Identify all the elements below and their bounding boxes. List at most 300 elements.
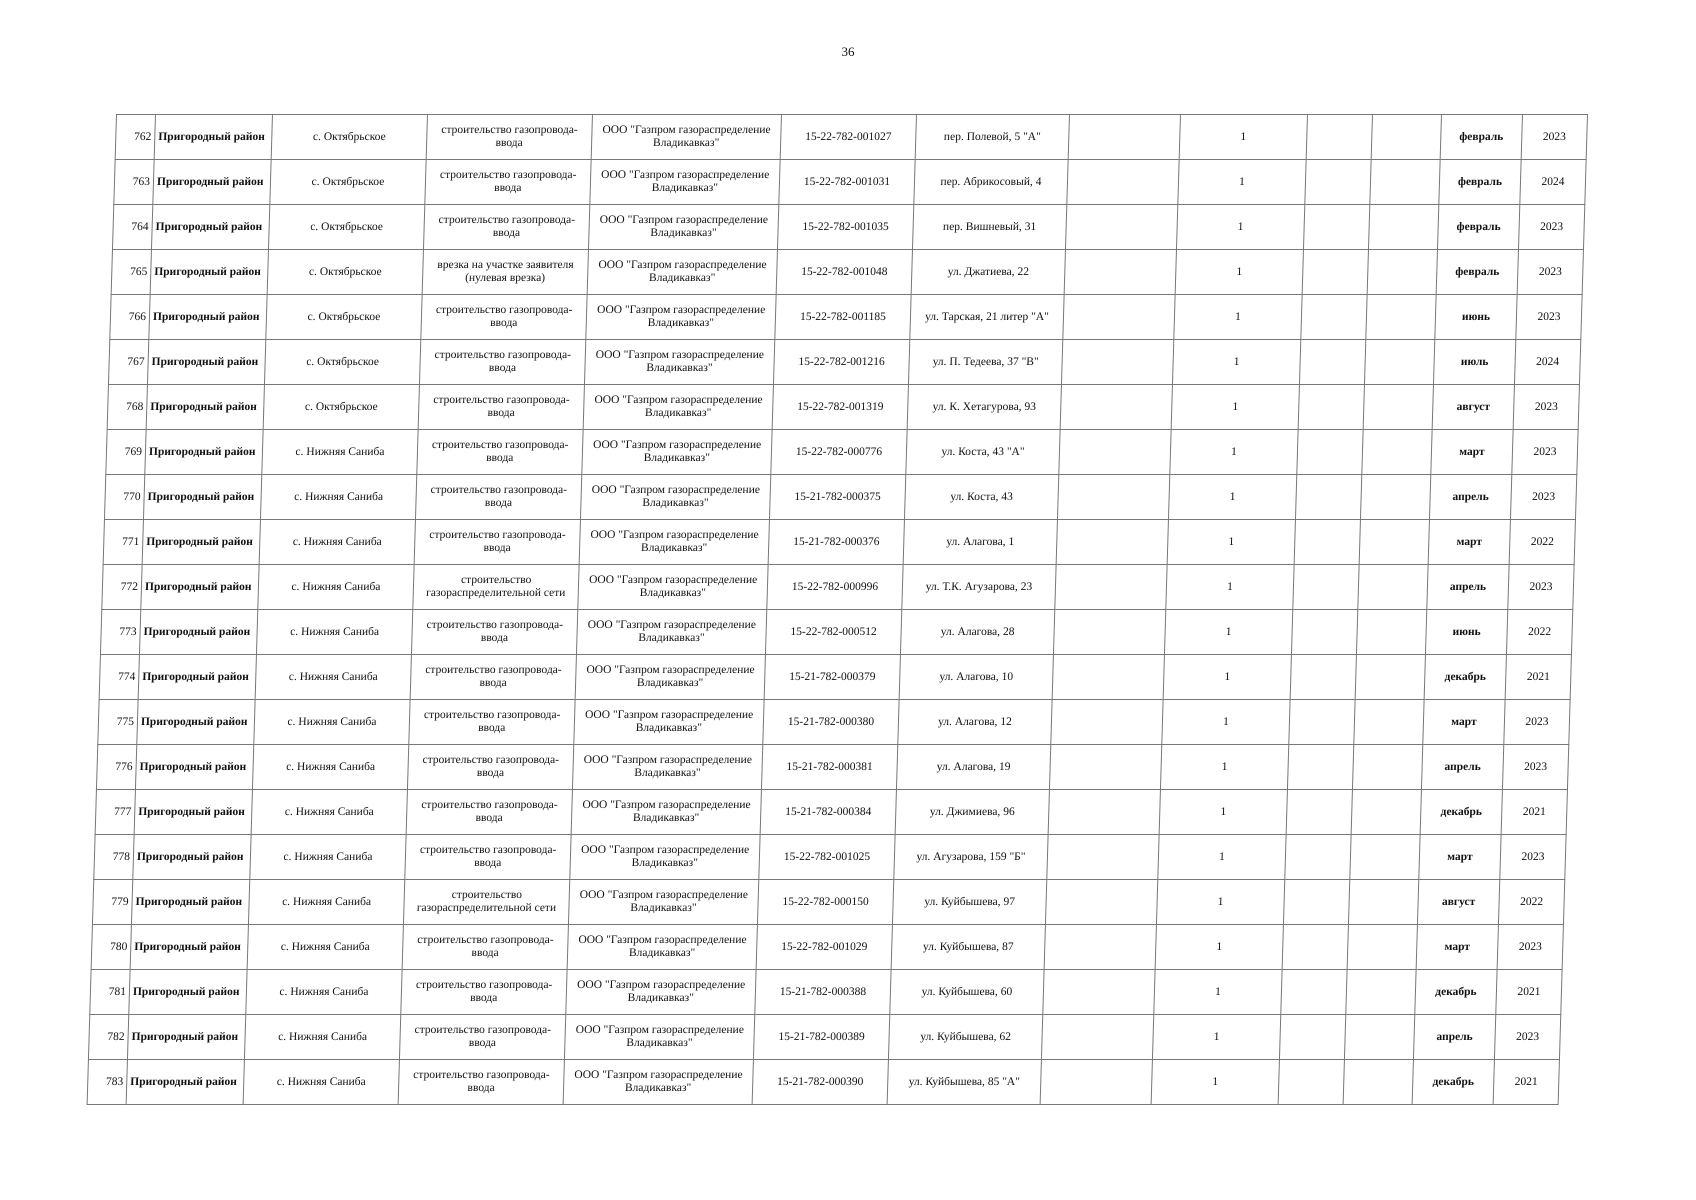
application-code-cell: 15-22-782-001319 <box>772 385 908 430</box>
empty-cell <box>1064 250 1176 295</box>
settlement-cell: с. Нижняя Саниба <box>248 880 404 925</box>
quantity-cell: 1 <box>1175 250 1303 295</box>
work-type-cell: строительство газопровода-ввода <box>410 655 576 700</box>
empty-cell <box>1041 1015 1153 1060</box>
address-cell: ул. Алагова, 1 <box>903 520 1057 565</box>
work-type-cell: строительство газопровода-ввода <box>407 745 573 790</box>
year-cell: 2023 <box>1508 565 1574 610</box>
table-row <box>92 880 1564 925</box>
year-cell: 2023 <box>1502 745 1568 790</box>
organization-cell: ООО "Газпром газораспределение Владикавказ" <box>591 115 781 160</box>
empty-cell <box>1063 295 1175 340</box>
work-type-cell: строительство газопровода-ввода <box>406 790 572 835</box>
district-cell: Пригородный район <box>127 1015 245 1060</box>
table-body <box>87 115 1587 1105</box>
organization-cell: ООО "Газпром газораспределение Владикавказ" <box>588 205 778 250</box>
empty-cell <box>1289 700 1355 745</box>
address-cell: ул. Алагова, 10 <box>899 655 1053 700</box>
quantity-cell: 1 <box>1174 295 1302 340</box>
quantity-cell: 1 <box>1160 745 1288 790</box>
settlement-cell: с. Нижняя Саниба <box>262 430 418 475</box>
year-cell: 2022 <box>1509 520 1575 565</box>
empty-cell <box>1287 745 1353 790</box>
settlement-cell: с. Нижняя Саниба <box>244 1015 400 1060</box>
work-type-cell: строительство газопровода-ввода <box>415 475 581 520</box>
month-cell: февраль <box>1436 250 1518 295</box>
year-cell: 2024 <box>1514 340 1580 385</box>
application-code-cell: 15-22-782-000776 <box>771 430 907 475</box>
empty-cell <box>1068 115 1180 160</box>
table-row <box>112 205 1584 250</box>
district-cell: Пригородный район <box>137 700 255 745</box>
work-type-cell: строительство газопровода-ввода <box>419 340 585 385</box>
settlement-cell: с. Октябрьское <box>270 160 426 205</box>
organization-cell: ООО "Газпром газораспределение Владикавказ" <box>583 385 773 430</box>
work-type-cell: строительство газопровода-ввода <box>425 160 591 205</box>
organization-cell: ООО "Газпром газораспределение Владикавказ" <box>566 970 756 1015</box>
table-row <box>103 520 1575 565</box>
table-row <box>115 115 1587 160</box>
organization-cell: ООО "Газпром газораспределение Владикавказ" <box>574 700 764 745</box>
work-type-cell: строительство газопровода-ввода <box>401 970 567 1015</box>
work-type-cell: строительство газопровода-ввода <box>421 295 587 340</box>
organization-cell: ООО "Газпром газораспределение Владикавказ" <box>580 475 770 520</box>
empty-cell <box>1347 925 1417 970</box>
application-code-cell: 15-21-782-000381 <box>761 745 897 790</box>
application-code-cell: 15-22-782-001035 <box>777 205 913 250</box>
application-code-cell: 15-21-782-000379 <box>764 655 900 700</box>
row-number: 781 <box>90 970 130 1015</box>
table-row <box>99 655 1571 700</box>
year-cell: 2021 <box>1493 1060 1559 1105</box>
quantity-cell: 1 <box>1159 790 1287 835</box>
address-cell: ул. Коста, 43 "А" <box>906 430 1060 475</box>
settlement-cell: с. Нижняя Саниба <box>246 970 402 1015</box>
empty-cell <box>1355 655 1425 700</box>
year-cell: 2021 <box>1505 655 1571 700</box>
empty-cell <box>1363 385 1433 430</box>
year-cell: 2023 <box>1512 430 1578 475</box>
empty-cell <box>1282 925 1348 970</box>
year-cell: 2023 <box>1513 385 1579 430</box>
month-cell: август <box>1417 880 1499 925</box>
year-cell: 2023 <box>1518 205 1584 250</box>
work-type-cell: строительство газораспределительной сети <box>413 565 579 610</box>
table-row <box>95 790 1567 835</box>
year-cell: 2022 <box>1498 880 1564 925</box>
application-code-cell: 15-22-782-000996 <box>767 565 903 610</box>
address-cell: ул. Куйбышева, 60 <box>890 970 1044 1015</box>
quantity-cell: 1 <box>1162 700 1290 745</box>
year-cell: 2023 <box>1497 925 1563 970</box>
empty-cell <box>1368 205 1438 250</box>
settlement-cell: с. Нижняя Саниба <box>243 1060 399 1105</box>
district-cell: Пригородный район <box>133 835 251 880</box>
empty-cell <box>1354 700 1424 745</box>
month-cell: декабрь <box>1420 790 1502 835</box>
district-cell: Пригородный район <box>147 340 265 385</box>
empty-cell <box>1306 115 1372 160</box>
table-row <box>108 340 1580 385</box>
empty-cell <box>1364 340 1434 385</box>
month-cell: июнь <box>1425 610 1507 655</box>
empty-cell <box>1362 430 1432 475</box>
empty-cell <box>1051 700 1163 745</box>
year-cell: 2024 <box>1520 160 1586 205</box>
work-type-cell: строительство газопровода-ввода <box>423 205 589 250</box>
table-row <box>102 565 1574 610</box>
empty-cell <box>1366 295 1436 340</box>
address-cell: ул. Куйбышева, 62 <box>888 1015 1042 1060</box>
organization-cell: ООО "Газпром газораспределение Владикавказ" <box>563 1060 753 1105</box>
row-number: 774 <box>99 655 139 700</box>
district-cell: Пригородный район <box>151 205 269 250</box>
row-number: 780 <box>91 925 131 970</box>
month-cell: апрель <box>1421 745 1503 790</box>
empty-cell <box>1295 475 1361 520</box>
row-number: 769 <box>106 430 146 475</box>
district-cell: Пригородный район <box>146 385 264 430</box>
month-cell: июнь <box>1435 295 1517 340</box>
table-row <box>94 835 1566 880</box>
quantity-cell: 1 <box>1155 925 1283 970</box>
organization-cell: ООО "Газпром газораспределение Владикавказ" <box>587 250 777 295</box>
application-code-cell: 15-21-782-000384 <box>760 790 896 835</box>
empty-cell <box>1040 1060 1152 1105</box>
table-row <box>96 745 1568 790</box>
address-cell: пер. Абрикосовый, 4 <box>914 160 1068 205</box>
empty-cell <box>1047 835 1159 880</box>
month-cell: июль <box>1433 340 1515 385</box>
empty-cell <box>1061 340 1173 385</box>
row-number: 767 <box>108 340 148 385</box>
empty-cell <box>1303 205 1369 250</box>
district-cell: Пригородный район <box>145 430 263 475</box>
application-code-cell: 15-21-782-000380 <box>763 700 899 745</box>
empty-cell <box>1291 610 1357 655</box>
empty-cell <box>1060 385 1172 430</box>
settlement-cell: с. Нижняя Саниба <box>251 790 407 835</box>
application-code-cell: 15-22-782-000150 <box>757 880 893 925</box>
month-cell: март <box>1431 430 1513 475</box>
quantity-cell: 1 <box>1167 520 1295 565</box>
application-code-cell: 15-22-782-001216 <box>773 340 909 385</box>
organization-cell: ООО "Газпром газораспределение Владикавказ" <box>576 610 766 655</box>
address-cell: ул. Куйбышева, 97 <box>892 880 1046 925</box>
settlement-cell: с. Нижняя Саниба <box>256 610 412 655</box>
settlement-cell: с. Нижняя Саниба <box>250 835 406 880</box>
table-row <box>91 925 1563 970</box>
application-code-cell: 15-22-782-001031 <box>779 160 915 205</box>
address-cell: ул. П. Тедеева, 37 "В" <box>908 340 1062 385</box>
settlement-cell: с. Октябрьское <box>271 115 427 160</box>
settlement-cell: с. Октябрьское <box>267 250 423 295</box>
application-code-cell: 15-22-782-000512 <box>765 610 901 655</box>
work-type-cell: строительство газопровода-ввода <box>398 1060 564 1105</box>
table-row <box>104 475 1576 520</box>
work-type-cell: врезка на участке заявителя (нулевая врезка) <box>422 250 588 295</box>
row-number: 779 <box>92 880 132 925</box>
application-code-cell: 15-21-782-000389 <box>753 1015 889 1060</box>
empty-cell <box>1350 835 1420 880</box>
work-type-cell: строительство газопровода-ввода <box>417 430 583 475</box>
row-number: 778 <box>94 835 134 880</box>
row-number: 766 <box>110 295 150 340</box>
address-cell: ул. Куйбышева, 87 <box>891 925 1045 970</box>
district-cell: Пригородный район <box>149 295 267 340</box>
district-cell: Пригородный район <box>142 520 260 565</box>
row-number: 776 <box>96 745 136 790</box>
district-cell: Пригородный район <box>150 250 268 295</box>
table-row <box>106 430 1578 475</box>
empty-cell <box>1367 250 1437 295</box>
page-number: 36 <box>841 44 855 59</box>
year-cell: 2021 <box>1501 790 1567 835</box>
month-cell: февраль <box>1439 160 1521 205</box>
table-row <box>111 250 1583 295</box>
address-cell: ул. Куйбышева, 85 "А" <box>887 1060 1041 1105</box>
table-row <box>98 700 1570 745</box>
settlement-cell: с. Нижняя Саниба <box>259 520 415 565</box>
year-cell: 2023 <box>1510 475 1576 520</box>
month-cell: февраль <box>1437 205 1519 250</box>
month-cell: декабрь <box>1424 655 1506 700</box>
organization-cell: ООО "Газпром газораспределение Владикавказ" <box>575 655 765 700</box>
address-cell: пер. Полевой, 5 "А" <box>915 115 1069 160</box>
table-row <box>110 295 1582 340</box>
district-cell: Пригородный район <box>141 565 259 610</box>
quantity-cell: 1 <box>1163 655 1291 700</box>
empty-cell <box>1344 1015 1414 1060</box>
address-cell: ул. К. Хетагурова, 93 <box>907 385 1061 430</box>
empty-cell <box>1045 880 1157 925</box>
empty-cell <box>1290 655 1356 700</box>
organization-cell: ООО "Газпром газораспределение Владикавказ" <box>579 520 769 565</box>
table-row <box>114 160 1586 205</box>
quantity-cell: 1 <box>1171 385 1299 430</box>
row-number: 782 <box>88 1015 128 1060</box>
empty-cell <box>1301 295 1367 340</box>
organization-cell: ООО "Газпром газораспределение Владикавказ" <box>584 340 774 385</box>
organization-cell: ООО "Газпром газораспределение Владикавказ" <box>590 160 780 205</box>
row-number: 762 <box>115 115 155 160</box>
empty-cell <box>1302 250 1368 295</box>
empty-cell <box>1299 340 1365 385</box>
district-cell: Пригородный район <box>135 745 253 790</box>
row-number: 775 <box>98 700 138 745</box>
address-cell: ул. Агузарова, 159 "Б" <box>894 835 1048 880</box>
settlement-cell: с. Нижняя Саниба <box>258 565 414 610</box>
empty-cell <box>1346 970 1416 1015</box>
application-code-cell: 15-22-782-001029 <box>756 925 892 970</box>
empty-cell <box>1056 520 1168 565</box>
application-code-cell: 15-22-782-001025 <box>759 835 895 880</box>
row-number: 763 <box>114 160 154 205</box>
table-row <box>107 385 1579 430</box>
address-cell: ул. Алагова, 28 <box>900 610 1054 655</box>
district-cell: Пригородный район <box>138 655 256 700</box>
empty-cell <box>1052 655 1164 700</box>
organization-cell: ООО "Газпром газораспределение Владикавказ" <box>582 430 772 475</box>
year-cell: 2023 <box>1521 115 1587 160</box>
year-cell: 2022 <box>1506 610 1572 655</box>
work-type-cell: строительство газораспределительной сети <box>403 880 569 925</box>
work-type-cell: строительство газопровода-ввода <box>409 700 575 745</box>
row-number: 768 <box>107 385 147 430</box>
district-cell: Пригородный район <box>139 610 257 655</box>
month-cell: апрель <box>1427 565 1509 610</box>
month-cell: март <box>1416 925 1498 970</box>
empty-cell <box>1298 385 1364 430</box>
empty-cell <box>1048 790 1160 835</box>
empty-cell <box>1055 565 1167 610</box>
empty-cell <box>1044 925 1156 970</box>
settlement-cell: с. Октябрьское <box>264 340 420 385</box>
district-cell: Пригородный район <box>143 475 261 520</box>
table-row <box>100 610 1572 655</box>
organization-cell: ООО "Газпром газораспределение Владикавказ" <box>586 295 776 340</box>
district-cell: Пригородный район <box>154 115 272 160</box>
empty-cell <box>1343 1060 1413 1105</box>
empty-cell <box>1293 565 1359 610</box>
work-type-cell: строительство газопровода-ввода <box>402 925 568 970</box>
address-cell: ул. Джимиева, 96 <box>895 790 1049 835</box>
month-cell: апрель <box>1413 1015 1495 1060</box>
district-cell: Пригородный район <box>131 880 249 925</box>
year-cell: 2023 <box>1494 1015 1560 1060</box>
quantity-cell: 1 <box>1178 160 1306 205</box>
gas-connection-table <box>87 114 1588 1105</box>
table-row <box>90 970 1562 1015</box>
month-cell: апрель <box>1429 475 1511 520</box>
month-cell: август <box>1432 385 1514 430</box>
address-cell: ул. Коста, 43 <box>904 475 1058 520</box>
month-cell: март <box>1423 700 1505 745</box>
empty-cell <box>1351 790 1421 835</box>
work-type-cell: строительство газопровода-ввода <box>414 520 580 565</box>
empty-cell <box>1065 205 1177 250</box>
empty-cell <box>1278 1060 1344 1105</box>
application-code-cell: 15-21-782-000376 <box>768 520 904 565</box>
application-code-cell: 15-22-782-001027 <box>780 115 916 160</box>
work-type-cell: строительство газопровода-ввода <box>405 835 571 880</box>
district-cell: Пригородный район <box>129 970 247 1015</box>
address-cell: ул. Алагова, 12 <box>898 700 1052 745</box>
quantity-cell: 1 <box>1179 115 1307 160</box>
empty-cell <box>1360 475 1430 520</box>
empty-cell <box>1053 610 1165 655</box>
row-number: 773 <box>100 610 140 655</box>
row-number: 783 <box>87 1060 127 1105</box>
work-type-cell: строительство газопровода-ввода <box>426 115 592 160</box>
month-cell: март <box>1419 835 1501 880</box>
month-cell: март <box>1428 520 1510 565</box>
empty-cell <box>1294 520 1360 565</box>
quantity-cell: 1 <box>1152 1015 1280 1060</box>
district-cell: Пригородный район <box>126 1060 244 1105</box>
organization-cell: ООО "Газпром газораспределение Владикавказ" <box>564 1015 754 1060</box>
row-number: 771 <box>103 520 143 565</box>
district-cell: Пригородный район <box>130 925 248 970</box>
application-code-cell: 15-21-782-000388 <box>755 970 891 1015</box>
empty-cell <box>1285 835 1351 880</box>
empty-cell <box>1352 745 1422 790</box>
quantity-cell: 1 <box>1151 1060 1279 1105</box>
month-cell: декабрь <box>1415 970 1497 1015</box>
application-code-cell: 15-21-782-000375 <box>769 475 905 520</box>
quantity-cell: 1 <box>1168 475 1296 520</box>
year-cell: 2021 <box>1496 970 1562 1015</box>
quantity-cell: 1 <box>1158 835 1286 880</box>
application-code-cell: 15-22-782-001048 <box>776 250 912 295</box>
month-cell: декабрь <box>1412 1060 1494 1105</box>
work-type-cell: строительство газопровода-ввода <box>418 385 584 430</box>
quantity-cell: 1 <box>1166 565 1294 610</box>
empty-cell <box>1279 1015 1345 1060</box>
empty-cell <box>1049 745 1161 790</box>
address-cell: ул. Джатиева, 22 <box>911 250 1065 295</box>
month-cell: февраль <box>1440 115 1522 160</box>
row-number: 765 <box>111 250 151 295</box>
row-number: 777 <box>95 790 135 835</box>
settlement-cell: с. Октябрьское <box>266 295 422 340</box>
settlement-cell: с. Нижняя Саниба <box>255 655 411 700</box>
empty-cell <box>1043 970 1155 1015</box>
empty-cell <box>1358 565 1428 610</box>
empty-cell <box>1297 430 1363 475</box>
quantity-cell: 1 <box>1156 880 1284 925</box>
quantity-cell: 1 <box>1172 340 1300 385</box>
organization-cell: ООО "Газпром газораспределение Владикавказ" <box>570 835 760 880</box>
organization-cell: ООО "Газпром газораспределение Владикавказ" <box>567 925 757 970</box>
empty-cell <box>1359 520 1429 565</box>
empty-cell <box>1286 790 1352 835</box>
organization-cell: ООО "Газпром газораспределение Владикавказ" <box>571 790 761 835</box>
empty-cell <box>1348 880 1418 925</box>
district-cell: Пригородный район <box>134 790 252 835</box>
address-cell: ул. Тарская, 21 литер "А" <box>910 295 1064 340</box>
settlement-cell: с. Нижняя Саниба <box>252 745 408 790</box>
quantity-cell: 1 <box>1170 430 1298 475</box>
quantity-cell: 1 <box>1164 610 1292 655</box>
quantity-cell: 1 <box>1176 205 1304 250</box>
organization-cell: ООО "Газпром газораспределение Владикавказ" <box>568 880 758 925</box>
empty-cell <box>1057 475 1169 520</box>
empty-cell <box>1371 115 1441 160</box>
year-cell: 2023 <box>1504 700 1570 745</box>
work-type-cell: строительство газопровода-ввода <box>399 1015 565 1060</box>
settlement-cell: с. Нижняя Саниба <box>254 700 410 745</box>
empty-cell <box>1356 610 1426 655</box>
organization-cell: ООО "Газпром газораспределение Владикавказ" <box>572 745 762 790</box>
organization-cell: ООО "Газпром газораспределение Владикавказ" <box>578 565 768 610</box>
table-row <box>88 1015 1560 1060</box>
settlement-cell: с. Нижняя Саниба <box>260 475 416 520</box>
row-number: 764 <box>112 205 152 250</box>
settlement-cell: с. Нижняя Саниба <box>247 925 403 970</box>
settlement-cell: с. Октябрьское <box>268 205 424 250</box>
address-cell: ул. Алагова, 19 <box>896 745 1050 790</box>
empty-cell <box>1067 160 1179 205</box>
row-number: 772 <box>102 565 142 610</box>
empty-cell <box>1370 160 1440 205</box>
application-code-cell: 15-22-782-001185 <box>775 295 911 340</box>
address-cell: ул. Т.К. Агузарова, 23 <box>902 565 1056 610</box>
year-cell: 2023 <box>1500 835 1566 880</box>
empty-cell <box>1281 970 1347 1015</box>
application-code-cell: 15-21-782-000390 <box>752 1060 888 1105</box>
row-number: 770 <box>104 475 144 520</box>
